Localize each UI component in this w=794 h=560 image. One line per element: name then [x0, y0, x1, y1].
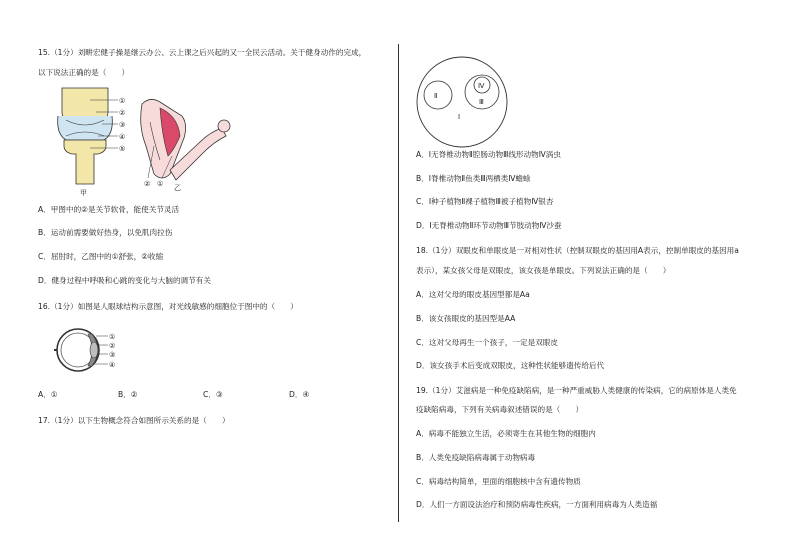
q16-option-a: A．① [38, 390, 58, 399]
q16-label-2: ② [109, 342, 116, 350]
q17-stem: 17.（1分）以下生物概念符合如图所示关系的是（ ） [38, 416, 230, 425]
q18-option-b: B．该女孩眼皮的基因型是AA [416, 314, 516, 323]
q17-label-I: Ⅰ [458, 113, 461, 121]
q19-option-b: B．人类免疫缺陷病毒属于动物病毒 [416, 453, 536, 462]
q16-label-4: ④ [109, 361, 116, 369]
arm-muscle-diagram [141, 99, 230, 192]
q15-label-5: ⑤ [119, 145, 126, 153]
q16-label-1: ① [109, 333, 116, 341]
q16-label-3: ③ [109, 351, 116, 359]
column-divider [398, 44, 399, 522]
q18-option-a: A．这对父母的眼皮基因型都是Aa [416, 290, 530, 299]
q15-label-4: ④ [119, 133, 126, 141]
q19-stem-line1: 19.（1分）艾滋病是一种免疫缺陷病，是一种严重威胁人类健康的传染病，它的病原体是人类免 [416, 386, 737, 395]
q18-stem-line2: 表示），某女孩父母是双眼皮，该女孩是单眼皮。下列说法正确的是（ ） [416, 266, 671, 275]
q16-option-b: B．② [118, 390, 138, 399]
q16-option-c: C．③ [203, 390, 223, 399]
q15-caption-jia: 甲 [80, 189, 87, 197]
q16-option-d: D．④ [289, 390, 310, 399]
q15-label-3: ③ [119, 121, 126, 129]
q15-option-b: B．运动前需要做好热身，以免肌肉拉伤 [38, 228, 173, 237]
q15-label-2: ② [119, 109, 126, 117]
q15-joint-and-arm-figure [50, 86, 250, 198]
q17-concept-circles-figure [412, 52, 512, 152]
q17-option-c: C．Ⅰ种子植物Ⅱ裸子植物Ⅲ被子植物Ⅳ银杏 [416, 197, 554, 206]
q15-arm-label-2: ② [144, 180, 151, 188]
q17-label-IV: Ⅳ [478, 82, 485, 90]
q17-option-a: A．Ⅰ无脊椎动物Ⅱ腔肠动物Ⅲ线形动物Ⅳ涡虫 [416, 150, 561, 159]
q18-stem-line1: 18.（1分）双眼皮和单眼皮是一对相对性状（控制双眼皮的基因用A表示，控制单眼皮的基因用a [416, 246, 739, 255]
q17-option-d: D．Ⅰ无脊椎动物Ⅱ环节动物Ⅲ节肢动物Ⅳ沙蚕 [416, 221, 562, 230]
knee-joint-diagram [58, 88, 126, 197]
q19-option-d: D．人们一方面设法治疗和预防病毒性疾病，一方面利用病毒为人类造福 [416, 500, 658, 509]
q15-stem-line1: 15.（1分）刘畊宏健子操是继云办公、云上课之后兴起的又一全民云活动。关于健身动作的完成， [38, 48, 367, 57]
q15-arm-label-1: ① [157, 180, 164, 188]
q17-label-III: Ⅲ [479, 98, 484, 106]
q15-caption-yi: 乙 [174, 184, 181, 192]
q16-eyeball-figure [54, 324, 124, 376]
q19-option-a: A．病毒不能独立生活，必须寄生在其他生物的细胞内 [416, 429, 596, 438]
q15-option-d: D．健身过程中呼吸和心跳的变化与大脑的调节有关 [38, 276, 211, 285]
q18-option-d: D．该女孩手术后变成双眼皮，这种性状能够遗传给后代 [416, 361, 605, 370]
q17-option-b: B．Ⅰ脊椎动物Ⅱ鱼类Ⅲ两栖类Ⅳ蟾蜍 [416, 174, 531, 183]
q19-stem-line2: 疫缺陷病毒，下列有关病毒叙述错误的是（ ） [416, 405, 584, 414]
q18-option-c: C．这对父母再生一个孩子，一定是双眼皮 [416, 338, 558, 347]
q15-stem-line2: 以下说法正确的是（ ） [38, 68, 130, 77]
q16-stem: 16.（1分）如图是人眼球结构示意图，对光线敏感的细胞位于图中的（ ） [38, 302, 298, 311]
q15-option-a: A．甲图中的②是关节软骨，能使关节灵活 [38, 205, 180, 214]
q15-option-c: C．屈肘时，乙图中的①舒张，②收缩 [38, 252, 164, 261]
q15-label-1: ① [119, 97, 126, 105]
q19-option-c: C．病毒结构简单，里面的细胞核中含有遗传物质 [416, 477, 581, 486]
q17-label-II: Ⅱ [434, 92, 438, 100]
